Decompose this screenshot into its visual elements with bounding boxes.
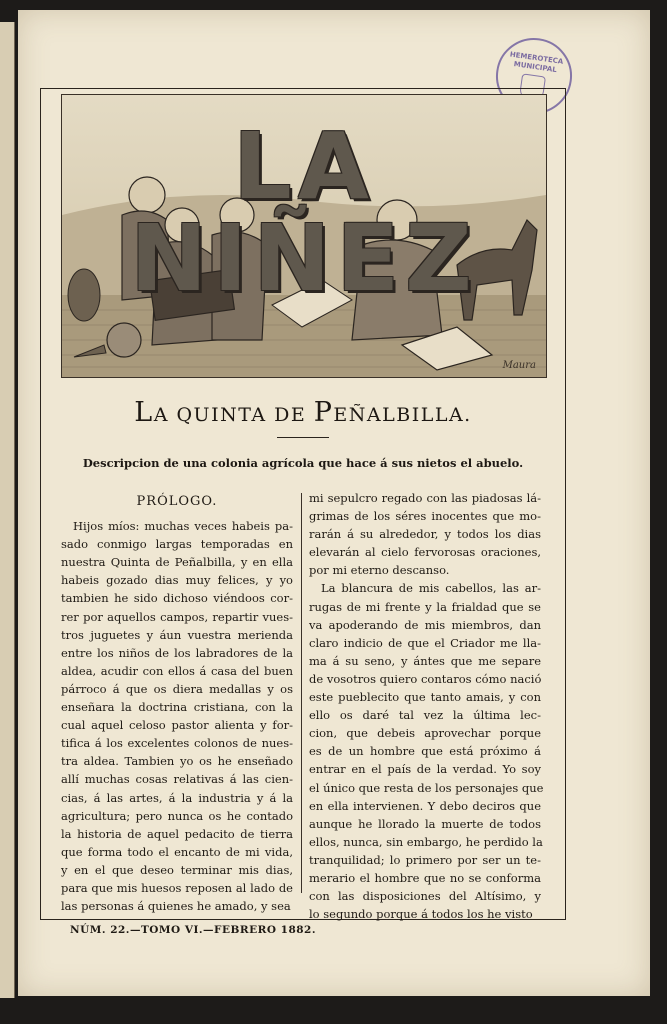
text-line: aldea, acudir con ellos á casa del buen (61, 663, 293, 678)
text-line: entrar en el país de la verdad. Yo soy (309, 762, 541, 777)
text-line: sado conmigo largas temporadas en (61, 537, 293, 552)
page-frame (40, 88, 566, 920)
text-line: con las disposiciones del Altísimo, y (309, 889, 541, 904)
story-subtitle: Descripcion de una colonia agrícola que hace á sus nietos el abuelo. (82, 456, 524, 470)
text-line: tranquilidad; lo primero por ser un te- (309, 852, 541, 867)
title-part-1: A QUINTA DE (153, 404, 314, 426)
story-title (41, 397, 565, 428)
magazine-title: LA NIÑEZ (130, 113, 478, 312)
text-line: rarán á su alrededor, y todos los dias (309, 527, 541, 542)
right-column-text (309, 489, 544, 923)
title-part-2: EÑALBILLA. (333, 404, 472, 426)
text-line: la historia de aquel pedacito de tierra (61, 826, 293, 841)
text-line: lo segundo porque á todos los he visto (309, 907, 533, 922)
text-line: allí muchas cosas relativas á las cien- (61, 772, 293, 787)
text-line: tifica á los excelentes colonos de nues- (61, 736, 293, 751)
text-line: por mi eterno descanso. (309, 563, 450, 578)
text-line: tambien he sido dichoso viéndoos cor- (61, 591, 293, 606)
magazine-page (18, 10, 650, 996)
text-line: es de un hombre que está próximo á (309, 744, 541, 759)
text-line: ma á su seno, y ántes que me separe (309, 653, 541, 668)
text-line: entre los niños de los labradores de la (61, 645, 293, 660)
text-line: Hijos míos: muchas veces habeis pa- (73, 519, 293, 534)
text-line: ellos, nunca, sin embargo, he perdido la (309, 834, 543, 849)
text-line: mi sepulcro regado con las piadosas lá- (309, 491, 541, 505)
text-line: en ella intervienen. Y debo deciros que (309, 798, 541, 813)
masthead-illustration (61, 94, 547, 378)
text-line: tros juguetes y áun vuestra merienda (61, 627, 293, 642)
text-line: párroco á que os diera medallas y os (61, 681, 293, 696)
text-line: nuestra Quinta de Peñalbilla, y en ella (61, 555, 293, 570)
title-initial-p: P (313, 397, 334, 428)
text-line: cual aquel celoso pastor alienta y for- (61, 718, 293, 733)
text-line: claro indicio de que el Criador me lla- (309, 635, 541, 650)
text-line: de vosotros quiero contaros cómo nació (309, 671, 542, 686)
prologue-heading: PRÓLOGO. (136, 494, 218, 509)
text-line: ello os daré tal vez la última lec- (309, 708, 541, 723)
text-line: el único que resta de los personajes que (309, 780, 544, 795)
title-divider (277, 437, 329, 438)
text-line: va apoderando de mis miembros, dan (309, 617, 541, 632)
left-column-text (61, 517, 293, 915)
stamp-text-top: HEMEROTECA MUNICIPAL (509, 50, 564, 75)
text-line: para que mis huesos reposen al lado de (61, 880, 293, 895)
text-line: enseñara la doctrina cristiana, con la (61, 700, 293, 715)
issue-footer: NÚM. 22.—TOMO VI.—FEBRERO 1882. (70, 924, 317, 936)
title-initial-l: L (134, 397, 154, 428)
text-line: grimas de los séres inocentes que mo- (309, 509, 541, 524)
text-line: cias, á las artes, á la industria y á la (61, 790, 293, 805)
text-line: agricultura; pero nunca os he contado (61, 808, 293, 823)
right-column (309, 489, 544, 923)
text-line: las personas á quienes he amado, y sea (61, 899, 291, 914)
text-line: merario el hombre que no se conforma (309, 870, 541, 885)
text-line: rugas de mi frente y la frialdad que se (309, 599, 541, 614)
text-line: que forma todo el encanto de mi vida, (61, 844, 293, 859)
text-line: aunque he llorado la muerte de todos (309, 816, 541, 831)
column-divider (301, 493, 302, 893)
text-line: tra aldea. Tambien yo os he enseñado (61, 754, 293, 769)
text-line: rer por aquellos campos, repartir vues- (61, 609, 293, 624)
text-line: habeis gozado dias muy felices, y yo (61, 573, 293, 588)
text-line: este pueblecito que tanto amais, y con (309, 690, 541, 705)
adjacent-page-edge (0, 22, 15, 998)
text-line: La blancura de mis cabellos, las ar- (321, 581, 541, 596)
text-line: elevarán al cielo fervorosas oraciones, (309, 545, 541, 560)
text-line: y en el que deseo terminar mis dias, (61, 862, 293, 877)
engraver-signature: Maura (502, 360, 536, 371)
left-column (61, 489, 293, 915)
text-line: cion, que debeis aprovechar porque (309, 726, 541, 741)
